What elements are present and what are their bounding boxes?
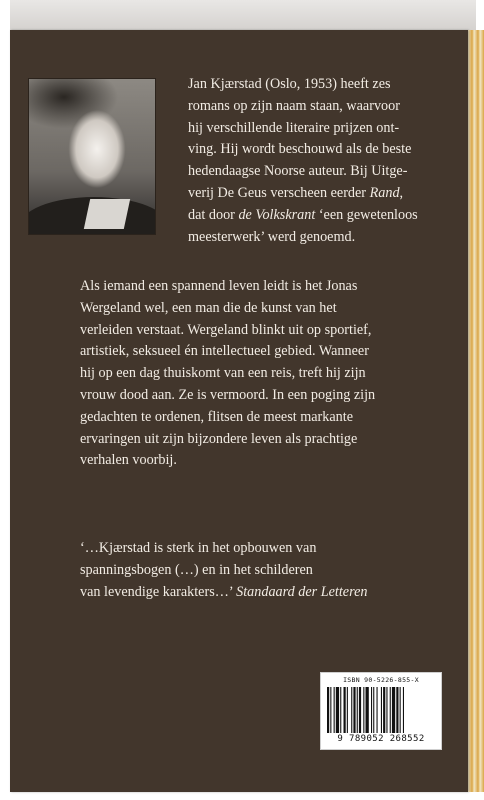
book-top-edge bbox=[10, 0, 476, 34]
blurb-line: artistiek, seksueel én intellectueel gebied. Wanneer bbox=[80, 343, 369, 360]
bio-line: Jan Kjærstad (Oslo, 1953) heeft zes bbox=[188, 76, 391, 92]
barcode-bar bbox=[377, 687, 378, 733]
barcode-bar bbox=[359, 687, 361, 733]
blurb-line: verhalen voorbij. bbox=[80, 452, 177, 469]
author-photo bbox=[28, 78, 156, 235]
isbn-barcode bbox=[320, 672, 442, 750]
bio-line: hedendaagse Noorse auteur. Bij Uitge- bbox=[188, 163, 408, 180]
barcode-bar bbox=[330, 687, 331, 733]
quote-source: Standaard der Letteren bbox=[236, 583, 368, 600]
author-bio bbox=[188, 74, 458, 248]
barcode-digits: 9 789052 268552 bbox=[337, 734, 425, 744]
blurb-line: Als iemand een spannend leven leidt is het Jonas bbox=[80, 278, 358, 294]
blurb-line: hij op een dag thuiskomt van een reis, treft hij zijn bbox=[80, 365, 366, 382]
quote-line bbox=[80, 582, 440, 604]
bio-line: ving. Hij wordt beschouwd als de beste bbox=[188, 141, 412, 158]
barcode-bar bbox=[357, 687, 358, 733]
barcode-bar bbox=[363, 687, 364, 733]
bio-line: meesterwerk’ werd genoemd. bbox=[188, 228, 356, 245]
quote-line-text: van levendige karakters…’ bbox=[80, 583, 237, 600]
quote-line: ‘…Kjærstad is sterk in het opbouwen van bbox=[80, 540, 317, 556]
bio-line-text: verij De Geus verscheen eerder bbox=[188, 184, 370, 201]
quote-line: spanningsbogen (…) en in het schilderen bbox=[80, 561, 313, 578]
barcode-bar bbox=[373, 687, 374, 733]
barcode-bar bbox=[351, 687, 352, 733]
book-title-rand: Rand bbox=[369, 184, 400, 201]
author-photo-collar bbox=[84, 199, 130, 229]
barcode-bar bbox=[366, 687, 369, 733]
barcode-bar bbox=[383, 687, 385, 733]
barcode-bar bbox=[392, 687, 395, 733]
barcode-bar bbox=[396, 687, 398, 733]
bio-comma: , bbox=[399, 184, 404, 201]
barcode-bar bbox=[340, 687, 341, 733]
barcode-bar bbox=[344, 687, 346, 733]
back-cover bbox=[10, 30, 468, 792]
blurb-line: Wergeland wel, een man die de kunst van het bbox=[80, 299, 337, 316]
barcode-bar bbox=[403, 687, 404, 733]
blurb-line: ervaringen uit zijn bijzondere leven als prachtige bbox=[80, 430, 358, 447]
bio-line: romans op zijn naam staan, waarvoor bbox=[188, 97, 400, 114]
review-quote bbox=[80, 538, 440, 603]
bio-line: hij verschillende literaire prijzen ont- bbox=[188, 119, 400, 136]
page-edge bbox=[468, 30, 484, 792]
barcode-bars bbox=[327, 687, 435, 733]
barcode-bar bbox=[381, 687, 382, 733]
barcode-bar bbox=[390, 687, 391, 733]
bio-line-text: ‘een gewetenloos bbox=[315, 206, 418, 223]
isbn-label: ISBN 90-5226-855-X bbox=[343, 676, 419, 684]
barcode-bar bbox=[347, 687, 348, 733]
newspaper-name: de Volkskrant bbox=[238, 206, 316, 223]
blurb-line: vrouw dood aan. Ze is vermoord. In een poging zijn bbox=[80, 386, 376, 403]
blurb-line: verleiden verstaat. Wergeland blinkt uit op sportief, bbox=[80, 321, 372, 338]
bio-line-text: dat door bbox=[188, 206, 239, 223]
barcode-bar bbox=[353, 687, 355, 733]
barcode-bar bbox=[386, 687, 387, 733]
barcode-bar bbox=[334, 687, 335, 733]
barcode-bar bbox=[327, 687, 329, 733]
barcode-bar bbox=[371, 687, 372, 733]
bio-line bbox=[188, 183, 458, 205]
bio-line bbox=[188, 205, 458, 227]
blurb-line: gedachten te ordenen, flitsen de meest markante bbox=[80, 408, 353, 425]
barcode-bar bbox=[400, 687, 401, 733]
book-blurb bbox=[80, 276, 440, 472]
barcode-bar bbox=[336, 687, 339, 733]
